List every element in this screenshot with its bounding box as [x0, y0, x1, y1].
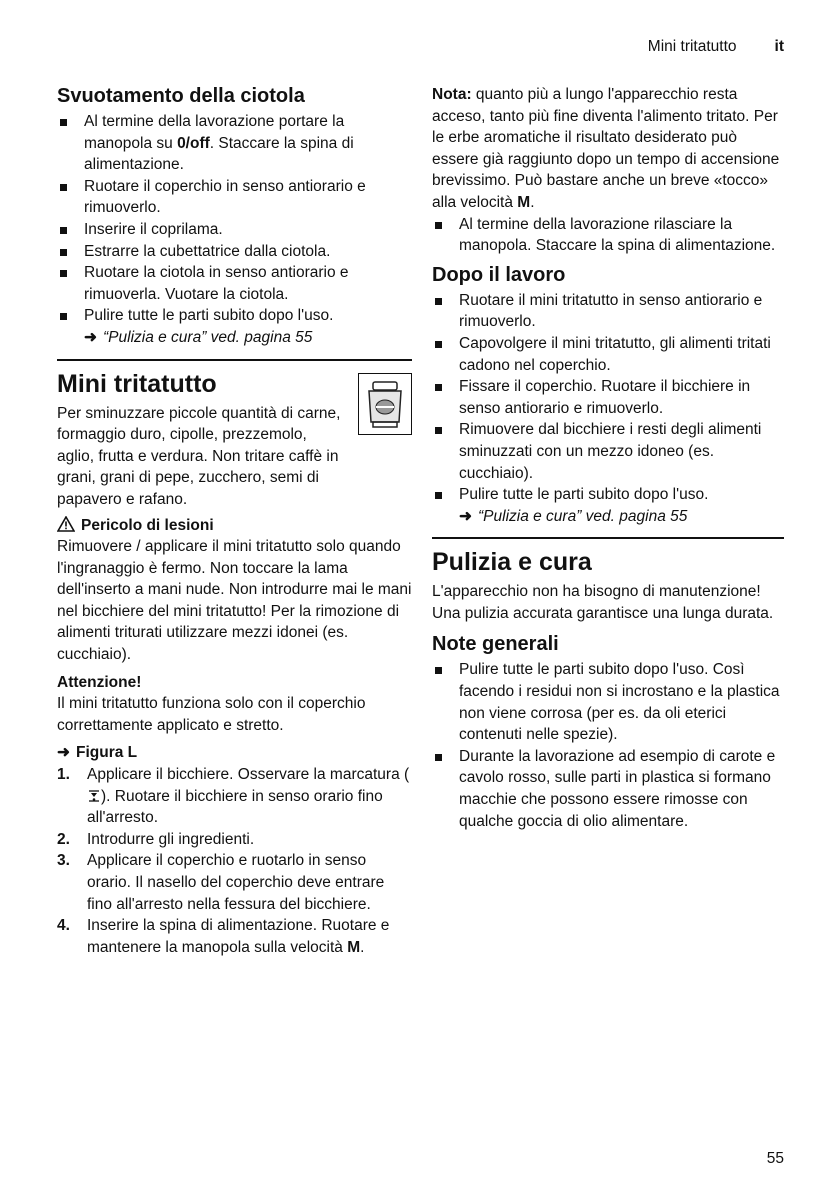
empty-bowl-list	[57, 111, 412, 349]
care-text: L'apparecchio non ha bisogno di manutenzione! Una pulizia accurata garantisce una lunga durata.	[432, 583, 774, 622]
list-item: Durante la lavorazione ad esempio di carote e cavolo rosso, sulle parti in plastica si formano macchie che possono essere rimosse con qualche goccia di olio alimentare.	[432, 746, 784, 832]
step-item: 2. Introdurre gli ingredienti.	[57, 830, 255, 848]
mini-intro: Per sminuzzare piccole quantità di carne, formaggio duro, cipolle, prezzemolo, aglio, frutta e verdura. Non tritare caffè in grani, grani di pepe, zucchero, semi di papavero e rafano.	[57, 404, 341, 508]
bullet-icon	[435, 384, 442, 391]
figure-reference: ➜ Figura L	[57, 744, 138, 762]
list-item: Al termine della lavorazione rilasciare la manopola. Staccare la spina di alimentazione.	[432, 214, 784, 257]
marking-symbol-icon	[88, 788, 100, 802]
cross-reference: ➜ “Pulizia e cura” ved. pagina 55	[459, 507, 688, 525]
mini-heading: Mini tritatutto	[57, 369, 217, 398]
bullet-icon	[60, 119, 67, 126]
note-paragraph: Nota: quanto più a lungo l'apparecchio resta acceso, tanto più fine diventa l'alimento tritato. Per le erbe aromatiche il risultato desiderato può essere già raggiunto dopo un tempo di accensione brevissimo. Può bastare anche un breve «tocco» alla velocità M.	[432, 86, 780, 211]
warning-text: Rimuovere / applicare il mini tritatutto solo quando l'ingranaggio è fermo. Non toccare la lama dell'inserto a mani nude. Non introdurre mai le mani nel bicchiere del mini tritatutto! Per la rimozione di alimenti triturati utilizzare mezzi idonei (es. cucchiaio).	[57, 538, 412, 664]
bullet-icon	[435, 492, 442, 499]
header-title: Mini tritatutto	[647, 38, 737, 55]
list-item: Ruotare il coperchio in senso antiorario e rimuoverlo.	[57, 176, 412, 219]
care-heading: Pulizia e cura	[432, 548, 592, 577]
bullet-icon	[60, 249, 67, 256]
list-item: Ruotare la ciotola in senso antiorario e rimuoverla. Vuotare la ciotola.	[57, 262, 412, 305]
after-work-heading: Dopo il lavoro	[432, 263, 566, 286]
list-item: Al termine della lavorazione portare la manopola su 0/off. Staccare la spina di alimentazione.	[57, 111, 412, 176]
bullet-icon	[435, 298, 442, 305]
list-item: Pulire tutte le parti subito dopo l'uso. ➜ “Pulizia e cura” ved. pagina 55	[432, 484, 784, 527]
mini-chopper-icon	[358, 373, 412, 435]
bullet-icon	[60, 184, 67, 191]
section-divider	[57, 359, 412, 361]
warning-triangle-icon	[57, 515, 75, 537]
bullet-icon	[435, 222, 442, 229]
list-item: Inserire il coprilama.	[57, 219, 412, 241]
right-column	[432, 84, 784, 832]
list-item: Rimuovere dal bicchiere i resti degli alimenti sminuzzati con un mezzo idoneo (es. cucchiaio).	[432, 419, 784, 484]
bullet-icon	[60, 270, 67, 277]
section-divider	[432, 537, 784, 539]
empty-bowl-heading: Svuotamento della ciotola	[57, 85, 305, 107]
attention-title: Attenzione!	[57, 673, 142, 691]
page-header	[648, 38, 784, 56]
general-notes-heading: Note generali	[432, 633, 559, 656]
arrow-right-icon: ➜	[84, 328, 97, 346]
general-notes-list	[432, 659, 784, 832]
note-list	[432, 214, 784, 257]
step-item: 3. Applicare il coperchio e ruotarlo in senso orario. Il nasello del coperchio deve entrare fino all'arresto nella fessura del bicchiere.	[57, 852, 385, 913]
header-language: it	[774, 38, 784, 55]
list-item: Pulire tutte le parti subito dopo l'uso. Così facendo i residui non si incrostano e la plastica non viene corrosa (per es. da oli eterici contenuti nelle spezie).	[432, 659, 784, 745]
cross-reference: ➜ “Pulizia e cura” ved. pagina 55	[84, 328, 313, 346]
attention-text: Il mini tritatutto funziona solo con il coperchio correttamente applicato e stretto.	[57, 695, 366, 734]
bullet-icon	[60, 227, 67, 234]
list-item: Pulire tutte le parti subito dopo l'uso. ➜ “Pulizia e cura” ved. pagina 55	[57, 305, 412, 348]
list-item: Fissare il coperchio. Ruotare il bicchiere in senso antiorario e rimuoverlo.	[432, 376, 784, 419]
list-item: Estrarre la cubettatrice dalla ciotola.	[57, 241, 412, 263]
bullet-icon	[435, 341, 442, 348]
step-item: 1. Applicare il bicchiere. Osservare la marcatura (). Ruotare il bicchiere in senso orario fino all'arresto.	[57, 766, 410, 827]
arrow-right-icon: ➜	[57, 744, 70, 762]
after-work-list	[432, 290, 784, 528]
page-number: 55	[766, 1150, 784, 1167]
steps-list	[57, 764, 412, 958]
arrow-right-icon: ➜	[459, 507, 472, 525]
bullet-icon	[435, 754, 442, 761]
bullet-icon	[435, 667, 442, 674]
step-item: 4. Inserire la spina di alimentazione. Ruotare e mantenere la manopola sulla velocità M.	[57, 917, 390, 956]
list-item: Ruotare il mini tritatutto in senso antiorario e rimuoverlo.	[432, 290, 784, 333]
list-item: Capovolgere il mini tritatutto, gli alimenti tritati cadono nel coperchio.	[432, 333, 784, 376]
bullet-icon	[60, 313, 67, 320]
mini-section	[57, 369, 412, 511]
left-column	[57, 84, 412, 958]
warning-title: Pericolo di lesioni	[57, 515, 412, 537]
bullet-icon	[435, 427, 442, 434]
